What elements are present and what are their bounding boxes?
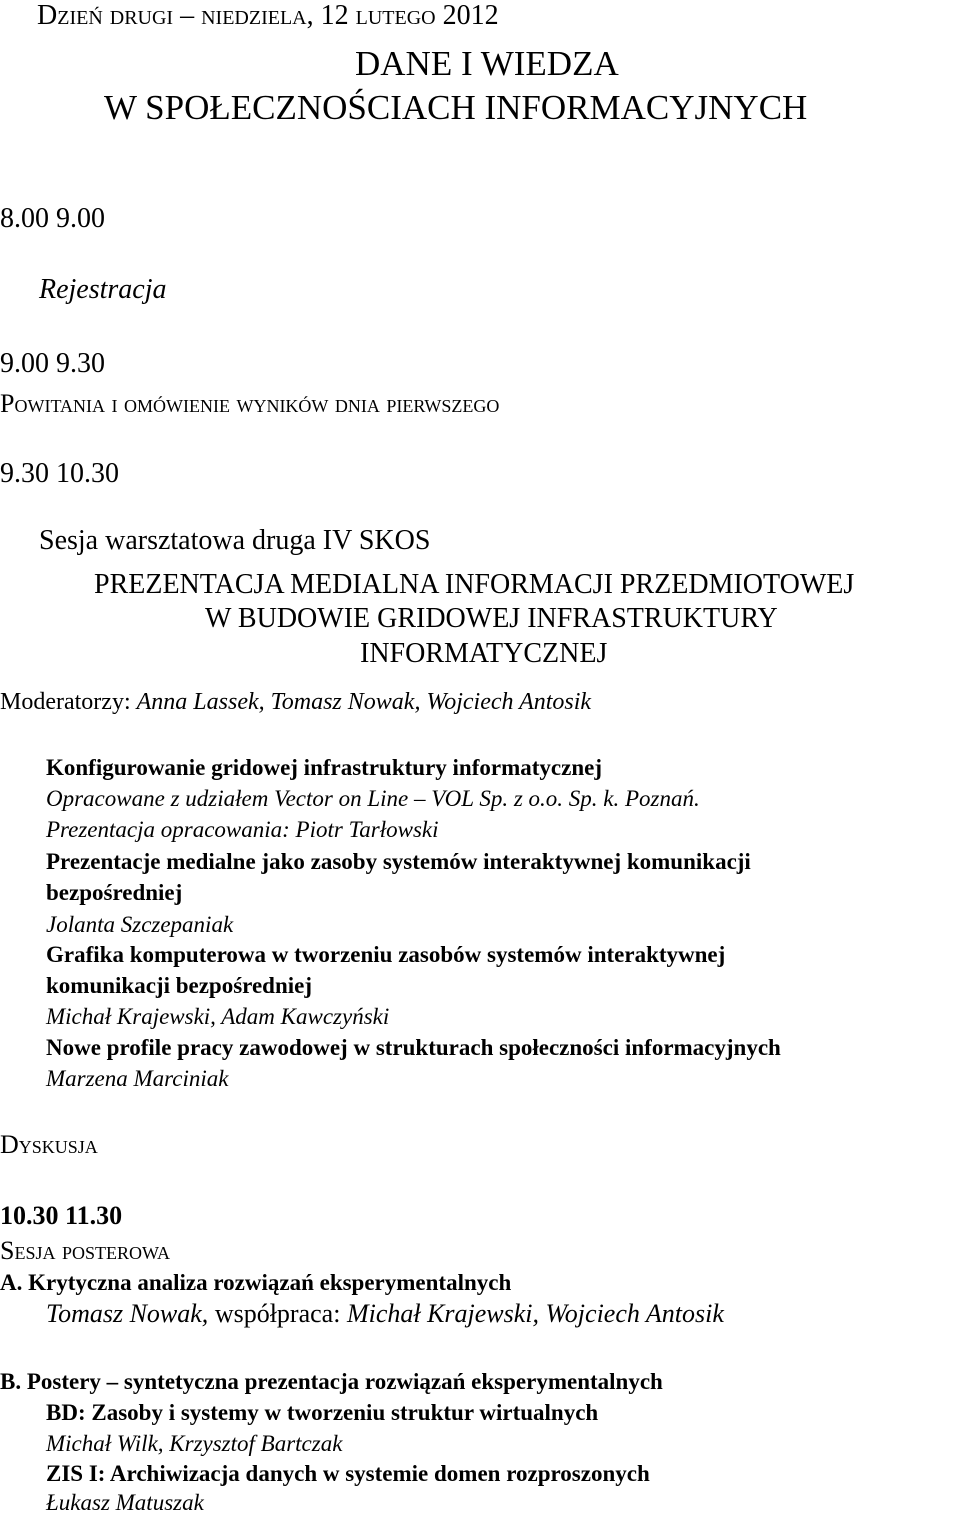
talk-4-title: Nowe profile pracy zawodowej w strukturach społeczności informacyjnych — [46, 1035, 781, 1060]
zis-title: ZIS I: Archiwizacja danych w systemie domen rozproszonych — [46, 1461, 650, 1486]
time-slot-1: 8.00 9.00 — [0, 203, 105, 234]
talk-4-author: Marzena Marciniak — [46, 1066, 229, 1091]
part-a-collab-label: współpraca: — [208, 1299, 347, 1328]
talk-1-credit: Opracowane z udziałem Vector on Line – VOL Sp. z o.o. Sp. k. Poznań. — [46, 786, 700, 811]
session-topic-line2: W BUDOWIE GRIDOWEJ INFRASTRUKTURY — [205, 603, 778, 634]
talk-2-title-line1: Prezentacje medialne jako zasoby systemów interaktywnej komunikacji — [46, 849, 751, 874]
bd-title: BD: Zasoby i systemy w tworzeniu struktur wirtualnych — [46, 1400, 599, 1425]
talk-3-title-line2: komunikacji bezpośredniej — [46, 973, 313, 998]
part-a-author-lead: Tomasz Nowak, — [46, 1299, 209, 1328]
poster-session-label: Sesja posterowa — [0, 1236, 170, 1265]
time-slot-4: 10.30 11.30 — [0, 1201, 123, 1230]
part-b-title: B. Postery – syntetyczna prezentacja rozwiązań eksperymentalnych — [0, 1369, 663, 1394]
talk-2-title-line2: bezpośredniej — [46, 880, 183, 905]
talk-1-presenter: Prezentacja opracowania: Piotr Tarłowski — [46, 817, 439, 842]
welcome-label: Powitania i omówienie wyników dnia pierwszego — [0, 389, 500, 418]
part-a-title: A. Krytyczna analiza rozwiązań eksperymentalnych — [0, 1270, 512, 1295]
moderators-label: Moderatorzy: — [0, 689, 131, 715]
time-slot-2: 9.00 9.30 — [0, 348, 105, 379]
part-a-collaborators: Michał Krajewski, Wojciech Antosik — [346, 1299, 724, 1328]
bd-authors: Michał Wilk, Krzysztof Bartczak — [46, 1431, 343, 1456]
day-heading: Dzień drugi – niedziela, 12 lutego 2012 — [37, 0, 499, 31]
registration-label: Rejestracja — [39, 274, 167, 305]
talk-2-author: Jolanta Szczepaniak — [46, 912, 234, 937]
session-name: Sesja warsztatowa druga IV SKOS — [39, 525, 431, 556]
session-topic-line3: INFORMATYCZNEJ — [360, 638, 608, 669]
session-topic-line1: PREZENTACJA MEDIALNA INFORMACJI PRZEDMIOTOWEJ — [94, 569, 855, 600]
talk-3-title-line1: Grafika komputerowa w tworzeniu zasobów systemów interaktywnej — [46, 942, 726, 967]
talk-1-title: Konfigurowanie gridowej infrastruktury informatycznej — [46, 755, 602, 780]
zis-author: Łukasz Matuszak — [46, 1490, 204, 1515]
program-title-line1: DANE I WIEDZA — [355, 44, 619, 83]
program-title-line2: W SPOŁECZNOŚCIACH INFORMACYJNYCH — [104, 88, 808, 127]
talk-3-authors: Michał Krajewski, Adam Kawczyński — [46, 1004, 390, 1029]
part-a-authors — [46, 1301, 724, 1327]
discussion-label: Dyskusja — [0, 1130, 98, 1159]
moderators-line — [0, 690, 591, 714]
moderators-names: Anna Lassek, Tomasz Nowak, Wojciech Antosik — [136, 689, 592, 715]
time-slot-3: 9.30 10.30 — [0, 458, 119, 489]
